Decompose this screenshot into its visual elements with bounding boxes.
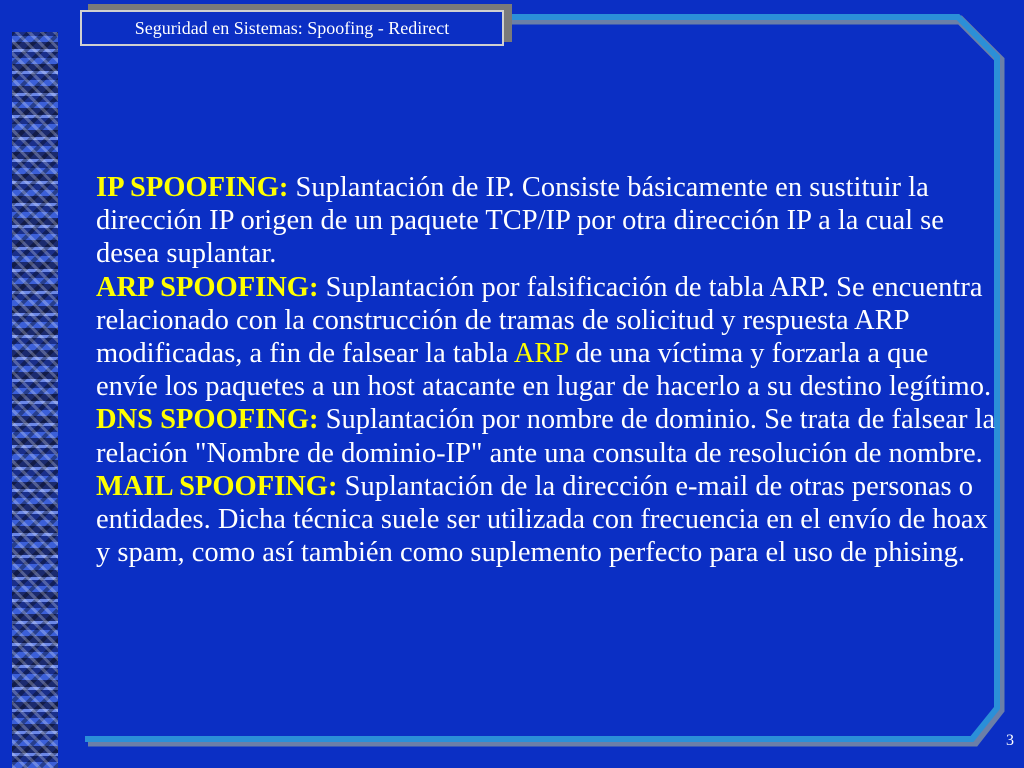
- text-arp-spoofing: Suplantación por falsificación de tabla ARP. Se encuentra relacionado con la construcción de tramas de solicitud y respuesta ARP modificadas, a fin de falsear la tabla: [96, 271, 983, 370]
- text-dns-spoofing: Suplantación por nombre de dominio. Se trata de falsear la relación "Nombre de dominio-IP" ante una consulta de resolución de nombre.: [96, 404, 996, 469]
- term-arp-spoofing: ARP SPOOFING:: [96, 271, 319, 303]
- text-arp-spoofing-after: de una víctima y forzarla a que envíe los paquetes a un host atacante en lugar de hacerlo a su destino legítimo.: [96, 338, 992, 403]
- highlight-arp: ARP: [513, 338, 569, 370]
- text-ip-spoofing: Suplantación de IP. Consiste básicamente en sustituir la dirección IP origen de un paquete TCP/IP por otra dirección IP a la cual se desea suplantar.: [96, 172, 944, 270]
- term-dns-spoofing: DNS SPOOFING:: [96, 404, 319, 436]
- header-title-box: [80, 10, 504, 46]
- paragraph-ip-spoofing: [96, 171, 996, 271]
- paragraph-mail-spoofing: [96, 470, 996, 570]
- text-mail-spoofing: Suplantación de la dirección e-mail de otras personas o entidades. Dicha técnica suele ser utilizada con frecuencia en el envío de hoax y spam, como así también como suplemento perfecto para el uso de phising.: [96, 470, 988, 569]
- main-content: [96, 171, 996, 569]
- paragraph-dns-spoofing: [96, 403, 996, 469]
- header-title: Seguridad en Sistemas: Spoofing - Redirect: [134, 18, 450, 38]
- paragraph-arp-spoofing: [96, 271, 996, 404]
- term-ip-spoofing: IP SPOOFING:: [96, 172, 289, 203]
- term-mail-spoofing: MAIL SPOOFING:: [96, 470, 338, 502]
- page-number: 3: [1006, 732, 1014, 749]
